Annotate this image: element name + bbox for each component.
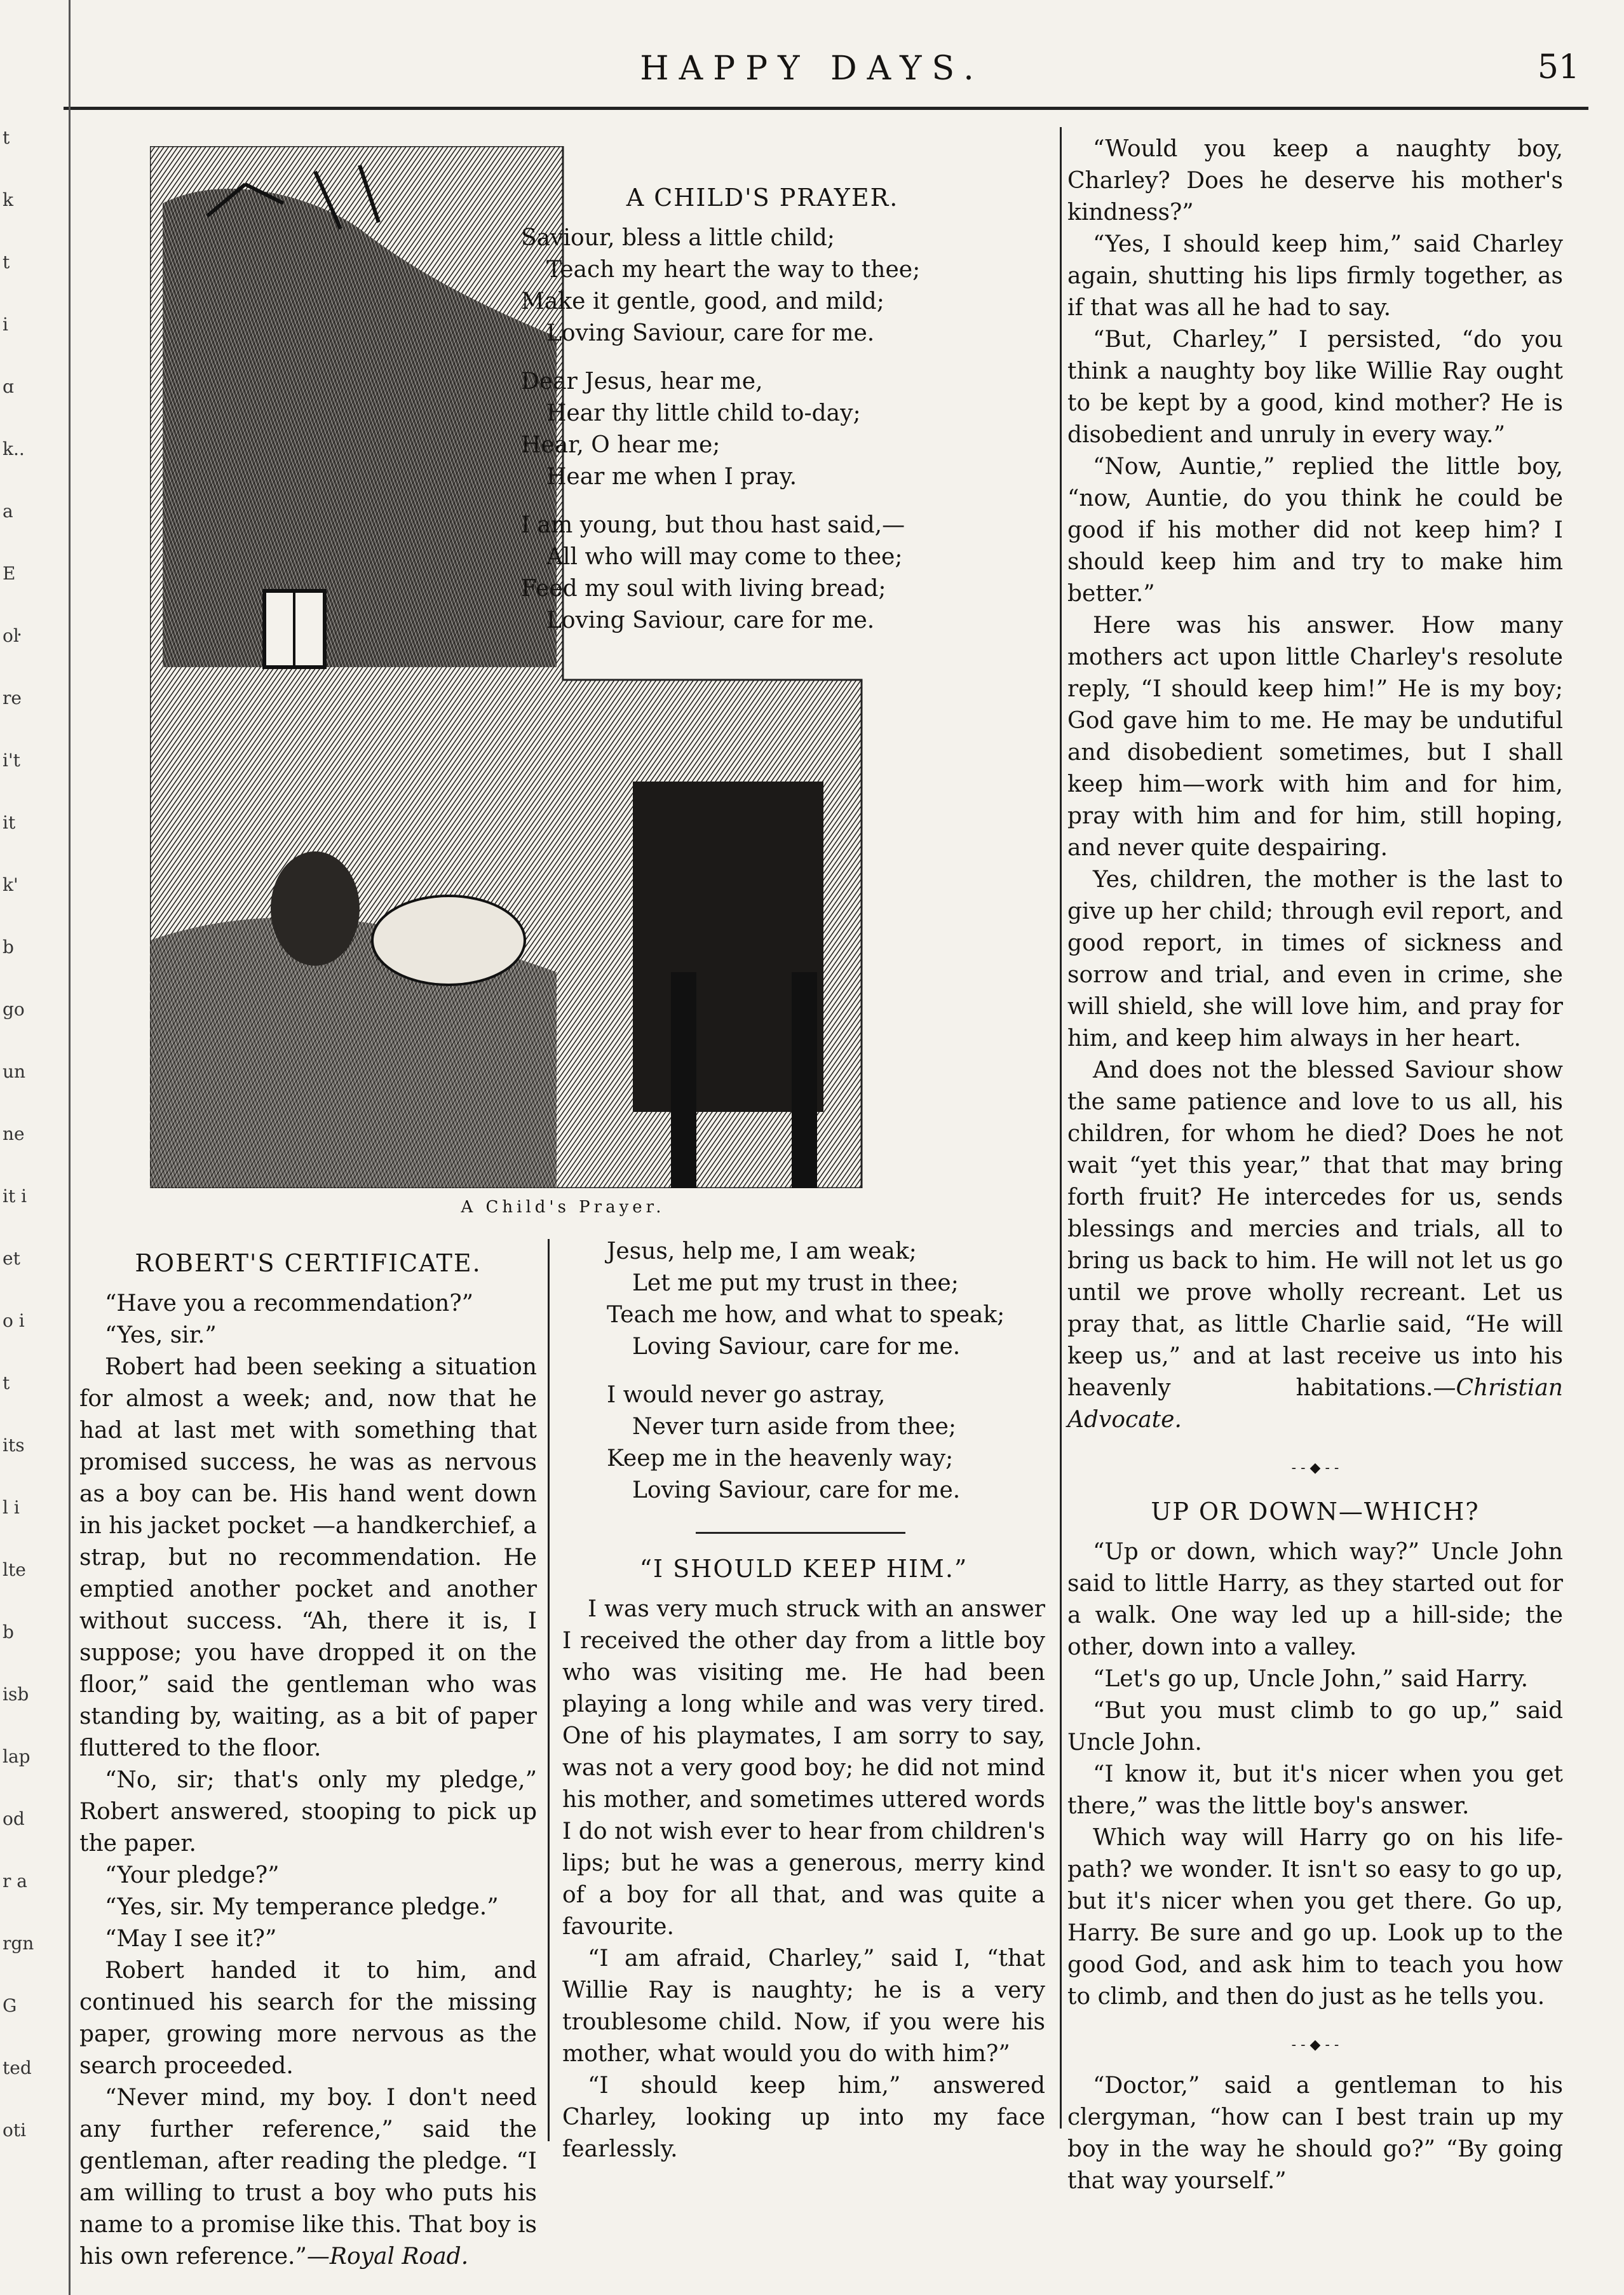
up-down-title: UP OR DOWN—WHICH? (1151, 1498, 1480, 1526)
keep-him-paragraph: And does not the blessed Saviour show the same patience and love to us all, his children, for whom he died? Does he not wait “yet this year,” that that may bring forth fruit? He intercedes for us, sends blessings and mercies and trials, all to bring us back to him. He will not let us go until we prove wholly recreant. Let us pray that, as little Charlie said, “He will keep us,” and at last receive us into his heavenly habitations.—Christian Advocate. (1067, 1057, 1563, 1433)
prayer-section (521, 170, 1004, 653)
keep-him-paragraph: Here was his answer. How many mothers act upon little Charley's resolute reply, “I should keep him!” He is my boy; God gave him to me. He may be undutiful and disobedient sometimes, but I shall keep him—work with him and for him, pray with him and for him, still hoping, and never quite despairing. (1067, 613, 1563, 861)
poem-line: Make it gentle, good, and mild; (521, 288, 884, 315)
margin-fragment: it i (3, 1186, 27, 1207)
up-down-paragraph: “Up or down, which way?” Uncle John said to little Harry, as they started out for a walk. One way led up a hill-side; the other, down into a valley. (1067, 1539, 1563, 1660)
robert-certificate-section (79, 1236, 537, 2273)
robert-title: ROBERT'S CERTIFICATE. (135, 1249, 482, 1277)
poem-stanza (521, 366, 1004, 493)
margin-fragment: k.. (3, 438, 25, 459)
keep-him-paragraph: I was very much struck with an answer I received the other day from a little boy who was visiting me. He had been playing a long while and was very tired. One of his playmates, I am sorry to say, was not a very good boy; he did not mind his mother, and sometimes uttered words I do not wish ever to hear from children's lips; but he was a generous, merry kind of a boy for all that, and was quite a favourite. (562, 1596, 1045, 1940)
keep-him-title: “I SHOULD KEEP HIM.” (639, 1555, 968, 1583)
poem-line: Hear, O hear me; (521, 432, 721, 458)
right-column (1067, 133, 1563, 2197)
keep-him-paragraph: “Yes, I should keep him,” said Charley again, shutting his lips firmly together, as if that was all he had to say. (1067, 231, 1563, 321)
poem-stanza (607, 1236, 1045, 1363)
margin-fragment: t (3, 252, 10, 273)
robert-paragraph: “No, sir; that's only my pledge,” Robert answered, stooping to pick up the paper. (79, 1767, 537, 1857)
ornament-divider: - - ◆ - - (1291, 1460, 1339, 1476)
keep-him-paragraph: “Would you keep a naughty boy, Charley? Does he deserve his mother's kindness?” (1067, 136, 1563, 226)
left-margin-fragments (0, 127, 76, 2224)
robert-paragraph: “Yes, sir.” (105, 1322, 217, 1348)
doctor-body (1067, 2070, 1563, 2197)
poem-line: Keep me in the heavenly way; (607, 1445, 954, 1472)
poem-stanza (607, 1379, 1045, 1506)
margin-fragment: lap (3, 1746, 30, 1767)
robert-paragraph: “Never mind, my boy. I don't need any further reference,” said the gentleman, after reading the pledge. “I am willing to trust a boy who puts his name to a promise like this. That boy is his own reference.”—Royal Road. (79, 2085, 537, 2270)
keep-him-body (562, 1594, 1045, 2165)
margin-fragment: a (3, 501, 13, 522)
up-down-paragraph: “I know it, but it's nicer when you get there,” was the little boy's answer. (1067, 1761, 1563, 1819)
keep-him-continued (1067, 133, 1563, 1436)
margin-fragment: t (3, 127, 10, 148)
margin-fragment: oti (3, 2120, 27, 2141)
margin-fragment: l i (3, 1497, 20, 1518)
robert-paragraph: Robert handed it to him, and continued his search for the missing paper, growing more nervous as the search proceeded. (79, 1958, 537, 2079)
margin-fragment: its (3, 1435, 25, 1456)
poem-line: All who will may come to thee; (546, 544, 903, 570)
article-source-signature: —Christian Advocate. (1067, 1375, 1563, 1433)
up-down-paragraph: Which way will Harry go on his life-path? we wonder. It isn't so easy to go up, but it's nicer when you get there. Go up, Harry. Be sure and go up. Look up to the good God, and ask him to teach you how to climb, and then do just as he tells you. (1067, 1825, 1563, 2010)
robert-paragraph: Robert had been seeking a situation for almost a week; and, now that he had at last met with something that promised success, he was as nervous as a boy can be. His hand went down in his jacket pocket —a handkerchief, a strap, but no recommendation. He emptied another pocket and another without success. “Ah, there it is, I suppose; you have dropped it on the floor,” said the gentleman who was standing by, waiting, as a bit of paper fluttered to the floor. (79, 1354, 537, 1761)
margin-fragment: it (3, 812, 16, 833)
poem-line: Hear me when I pray. (546, 464, 797, 490)
poem-line: Loving Saviour, care for me. (546, 607, 875, 633)
poem-line: Let me put my trust in thee; (632, 1270, 959, 1296)
page-number: 51 (1537, 48, 1580, 86)
poem-stanza (521, 510, 1004, 637)
margin-fragment: ted (3, 2057, 32, 2078)
margin-fragment: un (3, 1061, 26, 1082)
margin-fragment: k' (3, 874, 18, 895)
up-down-paragraph: “But you must climb to go up,” said Uncle John. (1067, 1698, 1563, 1756)
middle-column (562, 1236, 1045, 2165)
keep-him-paragraph: Yes, children, the mother is the last to give up her child; through evil report, and good report, in times of sickness and sorrow and trial, and even in crime, she will shield, she will love him, and pray for him, and keep him always in her heart. (1067, 867, 1563, 1052)
child-prayer-illustration (150, 146, 569, 1188)
margin-fragment: r a (3, 1871, 27, 1892)
margin-fragment: od (3, 1808, 25, 1829)
poem-line: Never turn aside from thee; (632, 1414, 957, 1440)
poem-line: Teach my heart the way to thee; (546, 257, 921, 283)
poem-line: Dear Jesus, hear me, (521, 369, 763, 395)
prayer-poem (521, 222, 1004, 637)
prayer-title: A CHILD'S PRAYER. (626, 184, 899, 212)
margin-fragment: b (3, 1621, 14, 1642)
margin-fragment: go (3, 999, 25, 1020)
ornament-divider: - - ◆ - - (1291, 2037, 1339, 2053)
poem-line: I am young, but thou hast said,— (521, 512, 905, 538)
margin-fragment: k (3, 189, 13, 210)
poem-line: Loving Saviour, care for me. (632, 1334, 961, 1360)
margin-fragment: oŀ (3, 625, 19, 646)
robert-paragraph: “Yes, sir. My temperance pledge.” (105, 1894, 499, 1920)
header-rule (64, 107, 1588, 110)
section-rule (696, 1532, 905, 1534)
poem-line: Saviour, bless a little child; (521, 225, 835, 251)
margin-fragment: i (3, 314, 8, 335)
margin-fragment: E (3, 563, 16, 584)
margin-fragment: rgn (3, 1933, 34, 1954)
poem-line: Loving Saviour, care for me. (546, 320, 875, 346)
robert-paragraph: “Your pledge?” (105, 1862, 280, 1888)
up-down-body (1067, 1536, 1563, 2013)
prayer-poem-continued (562, 1236, 1045, 1506)
margin-fragment: re (3, 687, 22, 708)
margin-fragment: et (3, 1248, 20, 1269)
page-header-title: HAPPY DAYS. (640, 50, 984, 88)
margin-fragment: o i (3, 1310, 25, 1331)
margin-fragment: i't (3, 750, 20, 771)
illustration-caption: A Child's Prayer. (461, 1198, 665, 1217)
margin-fragment: isb (3, 1684, 29, 1705)
margin-fragment: G (3, 1995, 17, 2016)
left-margin-line (69, 0, 71, 2295)
poem-line: Hear thy little child to-day; (546, 400, 861, 426)
margin-fragment: t (3, 1372, 10, 1393)
margin-fragment: ne (3, 1123, 25, 1144)
keep-him-paragraph: “I should keep him,” answered Charley, looking up into my face fearlessly. (562, 2073, 1045, 2162)
margin-fragment: lte (3, 1559, 26, 1580)
doctor-paragraph: “Doctor,” said a gentleman to his clergyman, “how can I best train up my boy in the way he should go?” “By going that way yourself.” (1067, 2073, 1563, 2194)
margin-fragment: ɑ (3, 376, 14, 397)
up-down-paragraph: “Let's go up, Uncle John,” said Harry. (1093, 1666, 1529, 1692)
robert-paragraph: “Have you a recommendation?” (105, 1290, 474, 1317)
article-source-signature: —Royal Road. (306, 2244, 469, 2270)
keep-him-paragraph: “But, Charley,” I persisted, “do you think a naughty boy like Willie Ray ought to be kept by a good, kind mother? He is disobedient and unruly in every way.” (1067, 327, 1563, 448)
robert-paragraph: “May I see it?” (105, 1926, 277, 1952)
poem-line: Loving Saviour, care for me. (632, 1477, 961, 1503)
poem-line: Feed my soul with living bread; (521, 576, 886, 602)
column-rule-middle (548, 1239, 550, 2141)
poem-line: I would never go astray, (607, 1382, 886, 1408)
column-rule-right (1060, 127, 1062, 2129)
poem-line: Jesus, help me, I am weak; (607, 1238, 917, 1264)
poem-stanza (521, 222, 1004, 349)
keep-him-paragraph: “I am afraid, Charley,” said I, “that Willie Ray is naughty; he is a very troublesome child. Now, if you were his mother, what would you do with him?” (562, 1946, 1045, 2067)
margin-fragment: b (3, 937, 14, 958)
robert-body (79, 1288, 537, 2273)
keep-him-paragraph: “Now, Auntie,” replied the little boy, “now, Auntie, do you think he could be good if his mother did not keep him? I should keep him and try to make him better.” (1067, 454, 1563, 607)
poem-line: Teach me how, and what to speak; (607, 1302, 1005, 1328)
